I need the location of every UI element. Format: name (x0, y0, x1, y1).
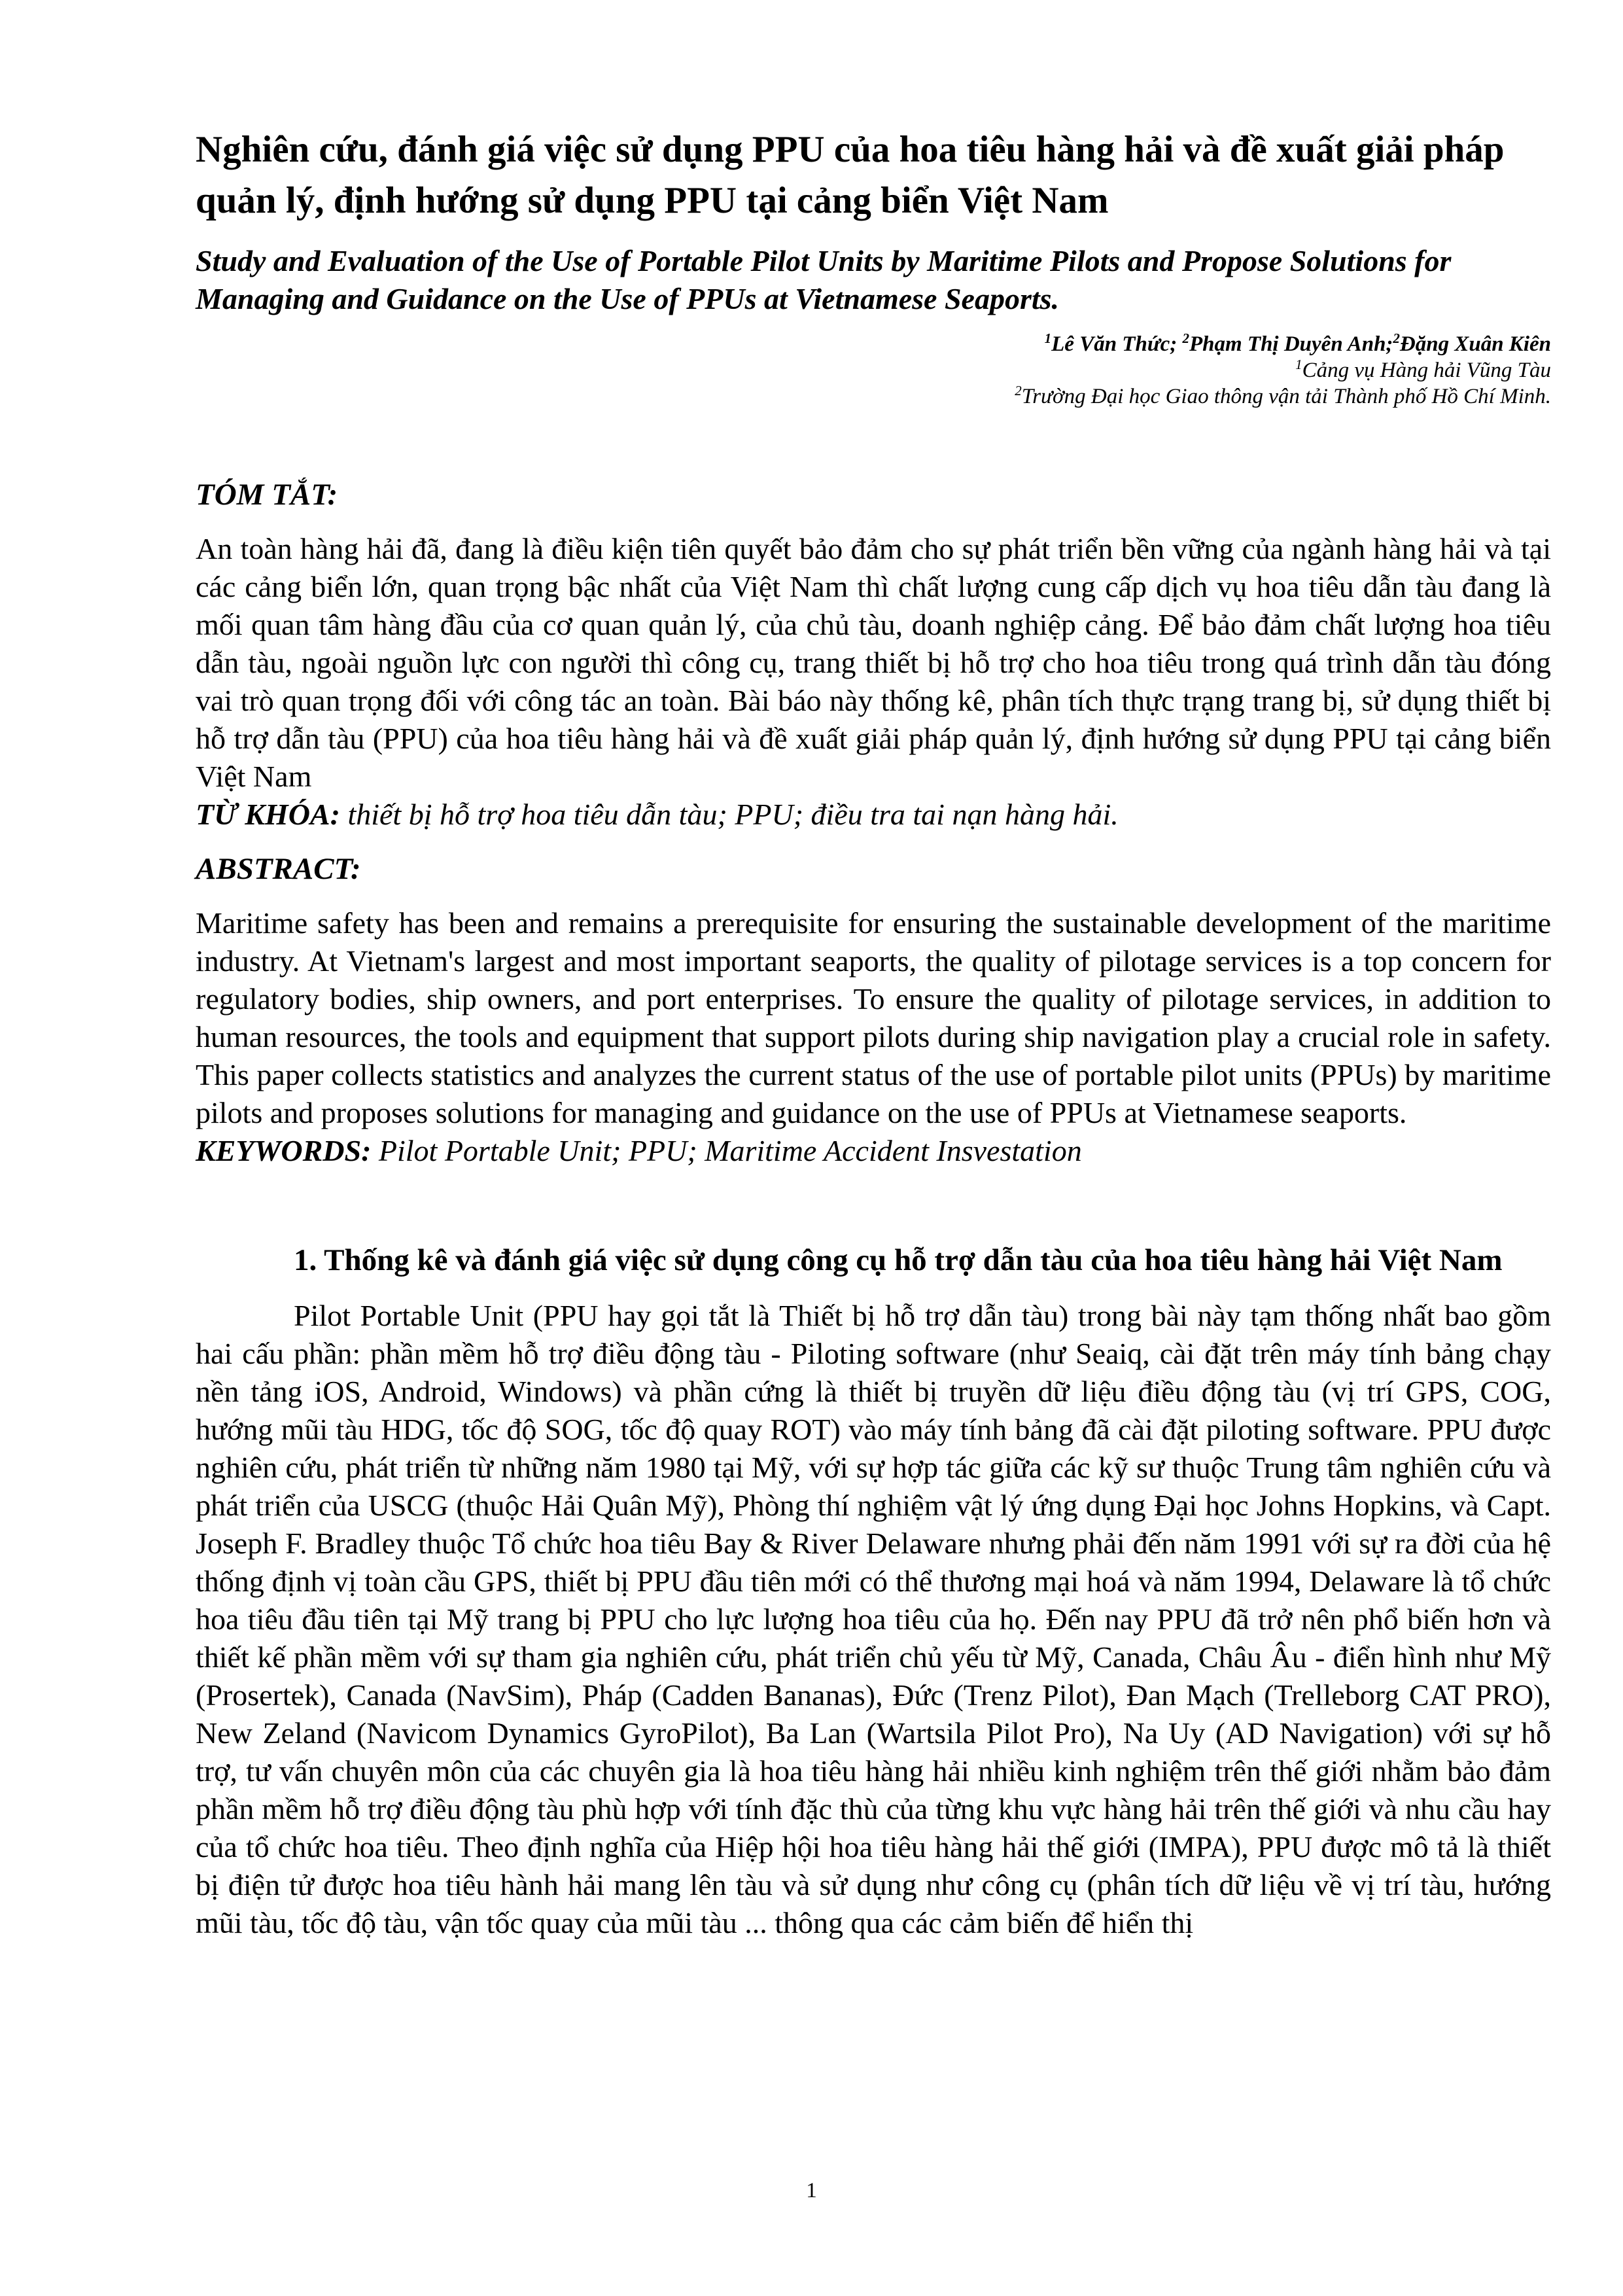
abstract-keywords-label: KEYWORDS: (196, 1134, 372, 1167)
author-1-sup: 1 (1044, 330, 1052, 346)
tomtat-keywords-label: TỪ KHÓA: (196, 798, 340, 831)
page-number: 1 (806, 2179, 817, 2202)
affiliation-1 (196, 357, 1551, 383)
tomtat-text: An toàn hàng hải đã, đang là điều kiện tiên quyết bảo đảm cho sự phát triển bền vững của ngành hàng hải và tại các cảng biển lớn, quan trọng bậc nhất của Việt Nam thì chất lượng cung cấp dịch vụ hoa tiêu dẫn tàu đang là mối quan tâm hàng đầu của cơ quan quản lý, của chủ tàu, doanh nghiệp cảng. Để bảo đảm chất lượng hoa tiêu dẫn tàu, ngoài nguồn lực con người thì công cụ, trang thiết bị hỗ trợ cho hoa tiêu trong quá trình dẫn tàu đóng vai trò quan trọng đối với công tác an toàn. Bài báo này thống kê, phân tích thực trạng trang bị, sử dụng thiết bị hỗ trợ dẫn tàu (PPU) của hoa tiêu hàng hải và đề xuất giải pháp quản lý, định hướng sử dụng PPU tại cảng biển Việt Nam (196, 532, 1551, 793)
abstract-keywords (196, 1132, 1551, 1170)
author-3-sup: 2 (1393, 330, 1400, 346)
author-1-name: Lê Văn Thức; (1051, 332, 1183, 356)
affiliation-1-sup: 1 (1295, 357, 1302, 372)
author-2-sup: 2 (1182, 330, 1189, 346)
author-names (196, 331, 1551, 357)
affiliation-1-text: Cảng vụ Hàng hải Vũng Tàu (1302, 359, 1551, 382)
paper-page (196, 124, 1551, 1942)
affiliation-2 (196, 383, 1551, 410)
paper-title: Nghiên cứu, đánh giá việc sử dụng PPU của hoa tiêu hàng hải và đề xuất giải pháp quản lý, định hướng sử dụng PPU tại cảng biển Việt Nam (196, 129, 1505, 221)
tomtat-heading: TÓM TẮT: (196, 478, 338, 512)
author-2-name: Phạm Thị Duyên Anh; (1189, 332, 1393, 356)
affiliation-2-text: Trường Đại học Giao thông vận tải Thành phố Hồ Chí Minh. (1021, 385, 1551, 408)
tomtat-keywords (196, 796, 1551, 834)
author-3-name: Đặng Xuân Kiên (1399, 332, 1551, 356)
section-1-heading: 1. Thống kê và đánh giá việc sử dụng công cụ hỗ trợ dẫn tàu của hoa tiêu hàng hải Việt Nam (294, 1243, 1503, 1277)
abstract-heading: ABSTRACT: (196, 852, 361, 886)
abstract-text: Maritime safety has been and remains a prerequisite for ensuring the sustainable development of the maritime industry. At Vietnam's largest and most important seaports, the quality of pilotage services is a top concern for regulatory bodies, ship owners, and port enterprises. To ensure the quality of pilotage services, in addition to human resources, the tools and equipment that support pilots during ship navigation play a crucial role in safety. This paper collects statistics and analyzes the current status of the use of portable pilot units (PPUs) by maritime pilots and proposes solutions for managing and guidance on the use of PPUs at Vietnamese seaports. (196, 906, 1551, 1129)
paper-subtitle-english: Study and Evaluation of the Use of Portable Pilot Units by Maritime Pilots and Propose Solutions for Managing and Guidance on the Use of PPUs at Vietnamese Seaports. (196, 244, 1452, 315)
tomtat-keywords-value: thiết bị hỗ trợ hoa tiêu dẫn tàu; PPU; điều tra tai nạn hàng hải. (340, 798, 1119, 831)
author-block (196, 331, 1551, 410)
affiliation-2-sup: 2 (1015, 383, 1022, 398)
abstract-keywords-value: Pilot Portable Unit; PPU; Maritime Accident Insvestation (371, 1134, 1082, 1167)
section-1-paragraph: Pilot Portable Unit (PPU hay gọi tắt là Thiết bị hỗ trợ dẫn tàu) trong bài này tạm thống nhất bao gồm hai cấu phần: phần mềm hỗ trợ điều động tàu - Piloting software (như Seaiq, cài đặt trên máy tính bảng chạy nền tảng iOS, Android, Windows) và phần cứng là thiết bị truyền dữ liệu điều động tàu (vị trí GPS, COG, hướng mũi tàu HDG, tốc độ SOG, tốc độ quay ROT) vào máy tính bảng đã cài đặt piloting software. PPU được nghiên cứu, phát triển từ những năm 1980 tại Mỹ, với sự hợp tác giữa các kỹ sư thuộc Trung tâm nghiên cứu và phát triển của USCG (thuộc Hải Quân Mỹ), Phòng thí nghiệm vật lý ứng dụng Đại học Johns Hopkins, và Capt. Joseph F. Bradley thuộc Tổ chức hoa tiêu Bay & River Delaware nhưng phải đến năm 1991 với sự ra đời của hệ thống định vị toàn cầu GPS, thiết bị PPU đầu tiên mới có thể thương mại hoá và năm 1994, Delaware là tổ chức hoa tiêu đầu tiên tại Mỹ trang bị PPU cho lực lượng hoa tiêu của họ. Đến nay PPU đã trở nên phổ biến hơn và thiết kế phần mềm với sự tham gia nghiên cứu, phát triển chủ yếu từ Mỹ, Canada, Châu Âu - điển hình như Mỹ (Prosertek), Canada (NavSim), Pháp (Cadden Bananas), Đức (Trenz Pilot), Đan Mạch (Trelleborg CAT PRO), New Zeland (Navicom Dynamics GyroPilot), Ba Lan (Wartsila Pilot Pro), Na Uy (AD Navigation) với sự hỗ trợ, tư vấn chuyên môn của các chuyên gia là hoa tiêu hàng hải nhiều kinh nghiệm trên thế giới nhằm bảo đảm phần mềm hỗ trợ điều động tàu phù hợp với tính đặc thù của từng khu vực hàng hải trên thế giới và nhu cầu hay của tổ chức hoa tiêu. Theo định nghĩa của Hiệp hội hoa tiêu hàng hải thế giới (IMPA), PPU được mô tả là thiết bị điện tử được hoa tiêu hành hải mang lên tàu và sử dụng như công cụ (phân tích dữ liệu về vị trí tàu, hướng mũi tàu, tốc độ tàu, vận tốc quay của mũi tàu ... thông qua các cảm biến để hiển thị (196, 1299, 1551, 1939)
